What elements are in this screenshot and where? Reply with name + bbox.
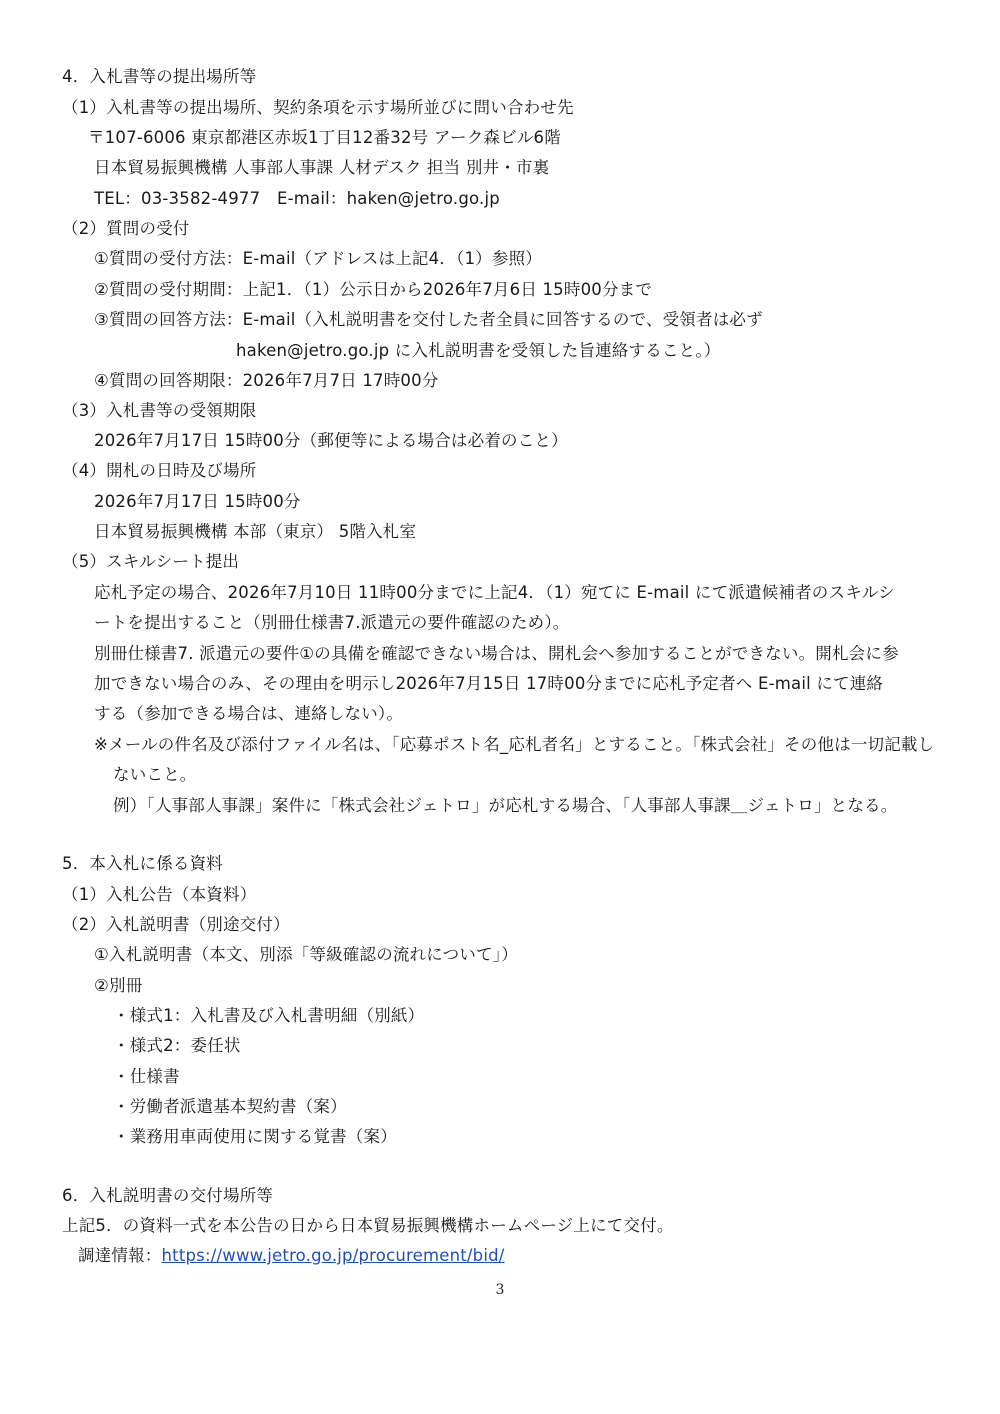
page-number: 3 — [495, 1282, 505, 1298]
section-4-5-title: （5）スキルシート提出 — [62, 552, 240, 571]
section-4-4-title: （4）開札の日時及び場所 — [62, 461, 257, 480]
address-line: 〒107-6006 東京都港区赤坂1丁目12番32号 アーク森ビル6階 — [88, 128, 561, 147]
section-6-heading: 6．入札説明書の交付場所等 — [62, 1186, 274, 1205]
opening-date: 2026年7月17日 15時00分 — [94, 492, 301, 511]
skill-sheet-line-4: 加できない場合のみ、その理由を明示し2026年7月15日 17時00分までに応札予定者へ E-mail にて連絡 — [94, 674, 884, 693]
list-item: ・様式2：委任状 — [113, 1036, 241, 1055]
list-item: ・労働者派遣基本契約書（案） — [113, 1097, 347, 1116]
section-4-3-title: （3）入札書等の受領期限 — [62, 401, 257, 420]
procurement-info-label: 調達情報： — [78, 1246, 162, 1265]
receipt-deadline: 2026年7月17日 15時00分（郵便等による場合は必着のこと） — [94, 431, 568, 450]
section-4-1-title: （1）入札書等の提出場所、契約条項を示す場所並びに問い合わせ先 — [62, 98, 574, 117]
answer-deadline: ④質問の回答期限：2026年7月7日 17時00分 — [94, 371, 439, 390]
list-item: ・様式1：入札書及び入札書明細（別紙） — [113, 1006, 425, 1025]
procurement-info-line — [78, 1245, 505, 1267]
skill-sheet-line-2: ートを提出すること（別冊仕様書7.派遣元の要件確認のため）。 — [94, 613, 570, 632]
answer-method-cont: haken@jetro.go.jp に入札説明書を受領した旨連絡すること。） — [236, 341, 721, 360]
opening-place: 日本貿易振興機構 本部（東京） 5階入札室 — [94, 522, 417, 541]
section-4-heading: 4．入札書等の提出場所等 — [62, 67, 257, 86]
bid-description-doc: ①入札説明書（本文、別添「等級確認の流れについて」） — [94, 945, 518, 964]
section-5-item-2: （2）入札説明書（別途交付） — [62, 915, 290, 934]
list-item: ・業務用車両使用に関する覚書（案） — [113, 1127, 397, 1146]
contact-line: 日本貿易振興機構 人事部人事課 人材デスク 担当 別井・市裏 — [94, 158, 550, 177]
question-method: ①質問の受付方法：E-mail（アドレスは上記4．（1）参照） — [94, 249, 542, 268]
skill-sheet-line-3: 別冊仕様書7. 派遣元の要件①の具備を確認できない場合は、開札会へ参加することができない。開札会に参 — [94, 644, 899, 663]
mail-subject-example: 例）「人事部人事課」案件に「株式会社ジェトロ」が応札する場合、「人事部人事課＿ジェトロ」となる。 — [113, 796, 898, 815]
tel-email-line: TEL：03-3582-4977 E-mail：haken@jetro.go.jp — [94, 189, 500, 208]
skill-sheet-line-1: 応札予定の場合、2026年7月10日 11時00分までに上記4．（1）宛てに E-mail にて派遣候補者のスキルシ — [94, 583, 895, 602]
mail-subject-note: ※メールの件名及び添付ファイル名は、「応募ポスト名_応札者名」とすること。「株式会社」その他は一切記載し — [94, 735, 935, 754]
list-item: ・仕様書 — [113, 1067, 180, 1086]
section-5-item-1: （1）入札公告（本資料） — [62, 885, 257, 904]
procurement-link[interactable]: https://www.jetro.go.jp/procurement/bid/ — [161, 1246, 505, 1265]
section-6-body: 上記5．の資料一式を本公告の日から日本貿易振興機構ホームページ上にて交付。 — [62, 1216, 674, 1235]
skill-sheet-line-5: する（参加できる場合は、連絡しない）。 — [94, 704, 404, 723]
mail-subject-note-cont: ないこと。 — [113, 765, 197, 784]
question-period: ②質問の受付期間：上記1．（1）公示日から2026年7月6日 15時00分まで — [94, 280, 653, 299]
separate-volume: ②別冊 — [94, 976, 143, 995]
section-5-heading: 5．本入札に係る資料 — [62, 854, 223, 873]
answer-method: ③質問の回答方法：E-mail（入札説明書を交付した者全員に回答するので、受領者は必ず — [94, 310, 763, 329]
section-4-2-title: （2）質問の受付 — [62, 219, 190, 238]
